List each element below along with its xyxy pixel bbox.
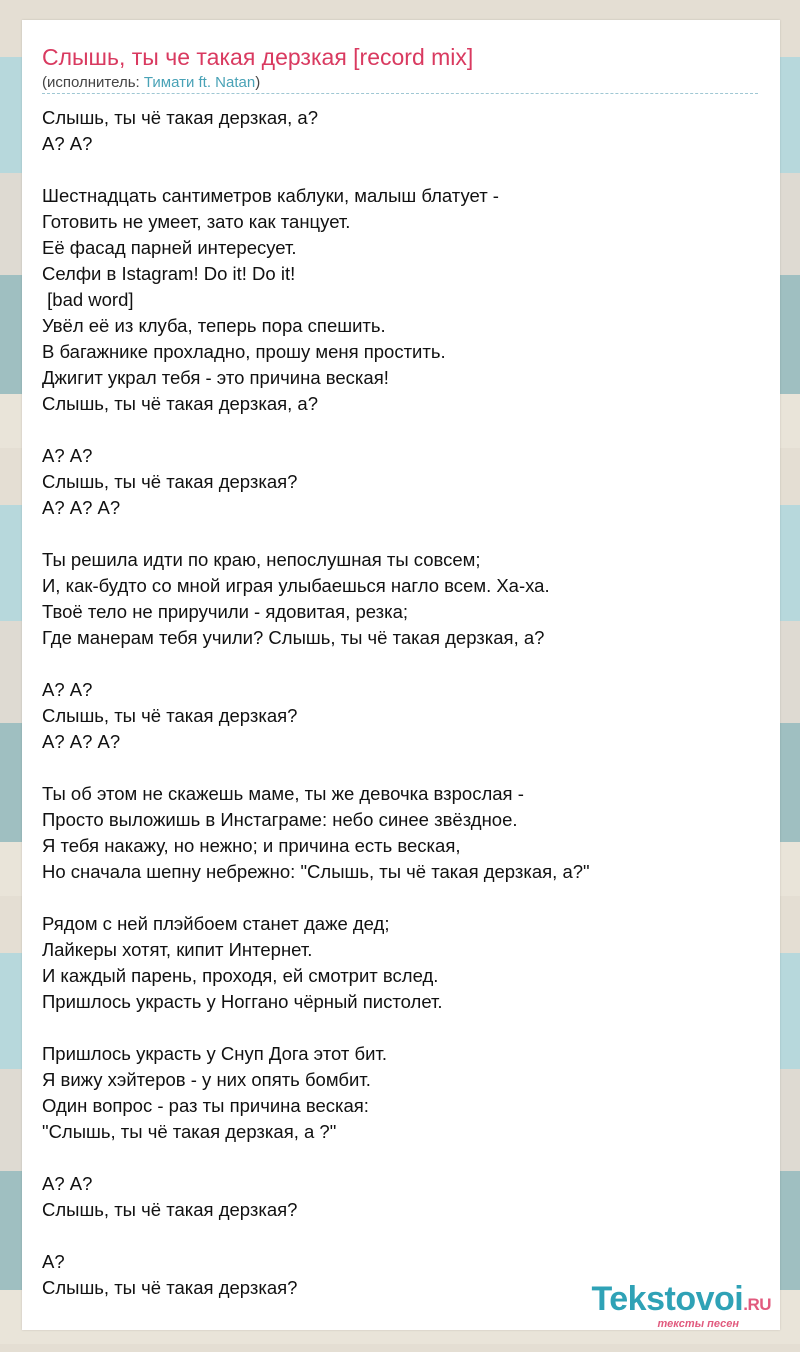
lyric-line: Слышь, ты чё такая дерзкая? — [42, 1199, 298, 1220]
lyric-line: А? А? — [42, 445, 93, 466]
lyric-line: Пришлось украсть у Снуп Дога этот бит. — [42, 1043, 387, 1064]
lyric-line: А? А? — [42, 133, 93, 154]
lyrics-card — [22, 20, 780, 1330]
lyric-line: Где манерам тебя учили? Слышь, ты чё такая дерзкая, а? — [42, 627, 545, 648]
lyric-line: И, как-будто со мной играя улыбаешься нагло всем. Ха-ха. — [42, 575, 550, 596]
lyric-line: Я тебя накажу, но нежно; и причина есть веская, — [42, 835, 461, 856]
lyric-line: Увёл её из клуба, теперь пора спешить. — [42, 315, 386, 336]
lyric-line: А? А? — [42, 1173, 93, 1194]
song-title: Слышь, ты че такая дерзкая [record mix] — [42, 44, 474, 70]
artist-prefix: (исполнитель: — [42, 74, 144, 91]
lyric-line: Джигит украл тебя - это причина веская! — [42, 367, 389, 388]
lyric-line: Слышь, ты чё такая дерзкая, а? — [42, 107, 319, 128]
lyric-line: Твоё тело не приручили - ядовитая, резка; — [42, 601, 409, 622]
lyric-line: А? А? — [42, 679, 93, 700]
lyric-line — [42, 651, 762, 677]
lyric-line: Но сначала шепну небрежно: "Слышь, ты чё такая дерзкая, а?" — [42, 861, 590, 882]
artist-line — [42, 74, 260, 91]
lyric-line: Слышь, ты чё такая дерзкая? — [42, 705, 298, 726]
logo-tagline: тексты песен — [657, 1318, 739, 1330]
lyrics-text — [42, 105, 762, 1301]
lyric-line: Ты решила идти по краю, непослушная ты совсем; — [42, 549, 481, 570]
lyric-line — [42, 521, 762, 547]
site-logo[interactable] — [592, 1282, 771, 1330]
lyric-line: Селфи в Istagram! Do it! Do it! — [42, 263, 296, 284]
lyric-line — [42, 1015, 762, 1041]
artist-link[interactable]: Тимати ft. Natan — [143, 74, 256, 91]
lyric-line: Её фасад парней интересует. — [42, 237, 297, 258]
lyric-line — [42, 417, 762, 443]
lyric-line: Ты об этом не скажешь маме, ты же девочка взрослая - — [42, 783, 524, 804]
lyric-line: А? А? А? — [42, 497, 121, 518]
lyric-line: "Слышь, ты чё такая дерзкая, а ?" — [42, 1121, 337, 1142]
lyric-line: А? А? А? — [42, 731, 121, 752]
artist-suffix: ) — [255, 74, 261, 91]
lyric-line: Готовить не умеет, зато как танцует. — [42, 211, 351, 232]
lyric-line: Рядом с ней плэйбоем станет даже дед; — [42, 913, 390, 934]
lyric-line: Слышь, ты чё такая дерзкая, а? — [42, 393, 319, 414]
logo-tld: .RU — [743, 1295, 771, 1314]
lyric-line: Слышь, ты чё такая дерзкая? — [42, 471, 298, 492]
lyric-line: Лайкеры хотят, кипит Интернет. — [42, 939, 313, 960]
lyric-line — [42, 755, 762, 781]
lyric-line — [42, 1145, 762, 1171]
logo-name: Tekstovoi — [591, 1280, 744, 1318]
lyric-line: Шестнадцать сантиметров каблуки, малыш блатует - — [42, 185, 499, 206]
lyric-line — [42, 1223, 762, 1249]
lyric-line: Один вопрос - раз ты причина веская: — [42, 1095, 369, 1116]
lyric-line: И каждый парень, проходя, ей смотрит вслед. — [42, 965, 439, 986]
lyric-line: [bad word] — [42, 289, 134, 310]
lyric-line: Я вижу хэйтеров - у них опять бомбит. — [42, 1069, 371, 1090]
lyric-line: В багажнике прохладно, прошу меня простить. — [42, 341, 446, 362]
lyric-line: Слышь, ты чё такая дерзкая? — [42, 1277, 298, 1298]
lyric-line: А? — [42, 1251, 65, 1272]
lyric-line — [42, 157, 762, 183]
lyric-line — [42, 885, 762, 911]
lyric-line: Просто выложишь в Инстаграме: небо синее звёздное. — [42, 809, 518, 830]
lyric-line: Пришлось украсть у Ноггано чёрный пистолет. — [42, 991, 443, 1012]
title-divider — [42, 93, 758, 94]
